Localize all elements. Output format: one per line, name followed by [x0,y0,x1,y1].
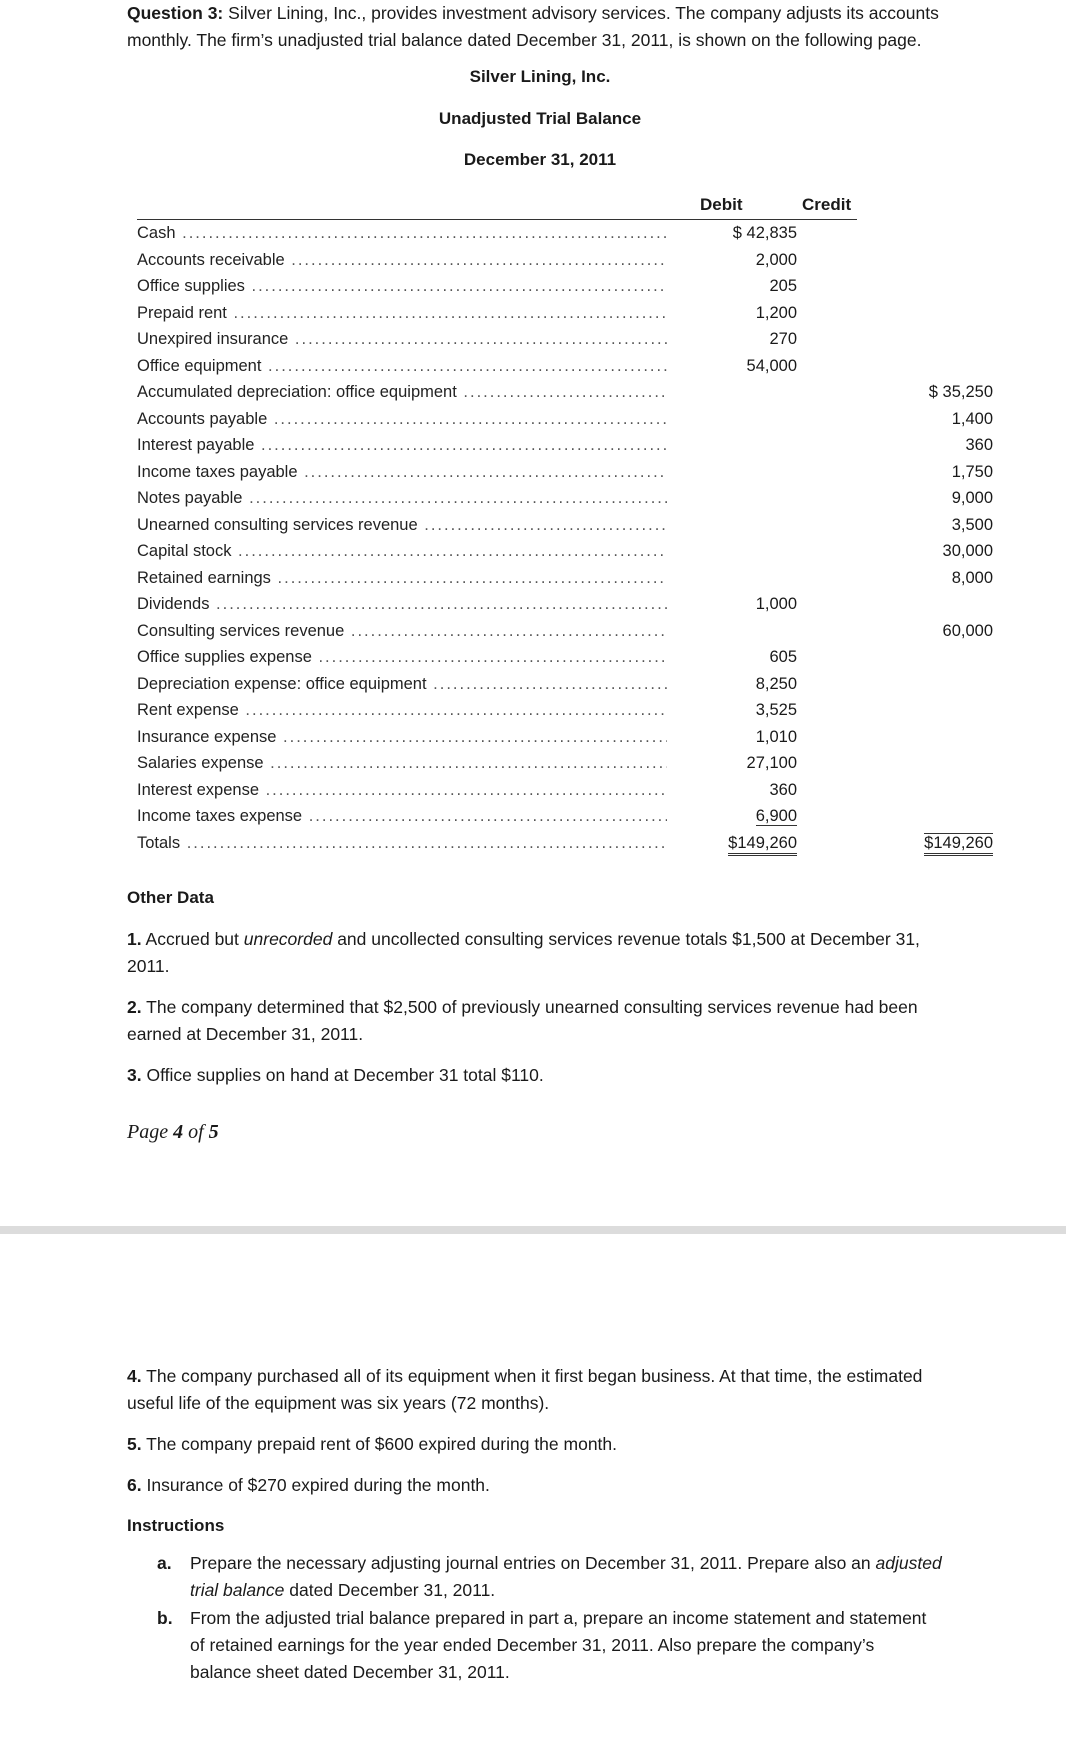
instruction-emphasis: trial balance [190,1580,285,1600]
table-row [137,698,857,725]
item-text: useful life of the equipment was six years (72 months). [127,1393,550,1413]
table-header [137,193,857,221]
table-row [137,672,857,699]
table-row [137,751,857,778]
instruction-label: b. [157,1608,173,1628]
page-number-of: of [188,1121,204,1143]
credit-amount: 360 [965,436,993,454]
item-number: 1. [127,929,142,949]
credit-amount: $149,260 [797,834,993,853]
account-name: Interest payable ..... [137,436,667,455]
header-rule [137,219,857,220]
account-name: Accumulated depreciation: office equipment ..... [137,383,667,402]
credit-amount: 9,000 [951,489,993,507]
item-text: Insurance of $270 expired during the month. [146,1475,490,1495]
debit-amount: 27,100 [746,754,797,772]
debit-amount: 1,000 [755,595,797,613]
table-row [137,804,857,831]
item-number: 3. [127,1065,142,1085]
item-text: The company prepaid rent of $600 expired during the month. [146,1434,618,1454]
item-number: 6. [127,1475,142,1495]
instruction-text-part: of retained earnings for the year ended December 31, 2011. Also prepare the company’s [190,1635,875,1655]
credit-amount: 60,000 [942,621,993,640]
trial-balance-table [137,193,993,857]
item-number: 2. [127,997,142,1017]
question-intro-line1: Silver Lining, Inc., provides investment advisory services. The company adjusts its accounts [228,3,939,23]
table-row [137,407,993,434]
account-name: Unexpired insurance ..... [137,330,667,349]
account-name: Unearned consulting services revenue ..... [137,516,667,535]
table-row [137,380,993,407]
account-name: Income taxes expense ..... [137,807,667,826]
item-text: 2011. [127,956,170,976]
credit-amount: 3,500 [951,515,993,534]
item-text: The company purchased all of its equipment when it first began business. At that time, the estimated [146,1366,923,1386]
table-row [137,592,857,619]
item-text: earned at December 31, 2011. [127,1024,364,1044]
account-name: Office equipment ..... [137,357,667,376]
account-name: Salaries expense ..... [137,754,667,773]
credit-amount: 1,750 [951,462,993,481]
debit-amount: 8,250 [755,674,797,693]
table-body [137,221,993,857]
debit-amount: 6,900 [755,807,797,825]
page-separator [0,1226,1066,1234]
table-row [137,248,857,275]
other-data-item-1 [127,926,947,980]
item-number: 5. [127,1434,142,1454]
page-number-prefix: Page [127,1121,169,1143]
account-name: Cash ..... [137,224,667,243]
instruction-text-part: Prepare the necessary adjusting journal entries on December 31, 2011. Prepare also an [190,1553,871,1573]
other-data-item-6 [127,1472,947,1499]
table-row [137,513,993,540]
account-name: Office supplies ..... [137,277,667,296]
account-name: Rent expense ..... [137,701,667,720]
statement-title: Unadjusted Trial Balance [438,109,642,128]
other-data-item-2 [127,994,947,1048]
item-text: and uncollected consulting services revenue totals $1,500 at December 31, [337,929,920,949]
instruction-emphasis: adjusted [875,1553,942,1573]
statement-date: December 31, 2011 [463,150,617,169]
question-intro [127,0,947,54]
account-name: Consulting services revenue ..... [137,622,667,641]
debit-amount: $149,260 [677,834,797,853]
other-data-item-5 [127,1431,947,1458]
item-emphasis: unrecorded [243,929,333,949]
account-name: Income taxes payable ..... [137,463,667,482]
debit-column-header: Debit [700,195,743,214]
debit-amount: 3,525 [755,701,797,719]
table-row [137,539,993,566]
account-name: Prepaid rent ..... [137,304,667,323]
credit-amount: 1,400 [951,409,993,428]
credit-amount: 30,000 [942,542,993,560]
instruction-label: a. [157,1553,172,1573]
item-text: The company determined that $2,500 of previously unearned consulting services revenue had been [146,997,918,1017]
item-text: Accrued but [145,929,239,949]
item-text: Office supplies on hand at December 31 total $110. [146,1065,544,1085]
debit-amount: 605 [769,648,797,666]
page-number-current: 4 [173,1121,184,1143]
account-name: Capital stock ..... [137,542,667,561]
table-row [137,778,857,805]
credit-amount: $ 35,250 [928,383,993,401]
debit-amount: 2,000 [755,250,797,269]
instruction-text-part: balance sheet dated December 31, 2011. [190,1662,510,1682]
table-row [137,221,857,248]
table-row [137,433,993,460]
account-name: Accounts payable ..... [137,410,667,429]
table-row [137,645,857,672]
debit-amount: 360 [769,780,797,799]
credit-column-header: Credit [802,195,852,214]
totals-row [137,831,993,858]
credit-amount: 8,000 [951,568,993,587]
instruction-text [190,1550,960,1604]
instruction-text-part: From the adjusted trial balance prepared in part a, prepare an income statement and statement [190,1608,927,1628]
account-name: Office supplies expense ..... [137,648,667,667]
account-name: Totals ..... [137,834,667,853]
item-number: 4. [127,1366,142,1386]
table-row [137,274,857,301]
document-page-2 [0,1234,1066,1744]
account-name: Interest expense ..... [137,781,667,800]
page-number-total: 5 [208,1121,219,1143]
account-name: Dividends ..... [137,595,667,614]
table-row [137,619,993,646]
table-row [137,301,857,328]
debit-amount: 205 [769,277,797,295]
other-data-item-3 [127,1062,947,1089]
other-data-item-4 [127,1363,947,1417]
question-intro-line2: monthly. The firm’s unadjusted trial balance dated December 31, 2011, is shown on the following page. [127,30,922,50]
other-data-heading: Other Data [127,888,214,907]
table-row [137,354,857,381]
account-name: Accounts receivable ..... [137,251,667,270]
table-row [137,460,993,487]
account-name: Notes payable ..... [137,489,667,508]
table-row [137,725,857,752]
instructions-heading: Instructions [127,1516,225,1535]
question-label: Question 3: [127,3,224,23]
account-name: Retained earnings ..... [137,569,667,588]
company-name: Silver Lining, Inc. [469,67,611,86]
debit-amount: 1,200 [755,303,797,322]
instruction-text [190,1605,960,1686]
table-row [137,486,993,513]
table-row [137,327,857,354]
table-row [137,566,993,593]
account-name: Insurance expense ..... [137,728,667,747]
debit-amount: 1,010 [755,727,797,746]
account-name: Depreciation expense: office equipment ..... [137,675,667,694]
debit-amount: 270 [769,330,797,348]
debit-amount: $ 42,835 [732,224,797,242]
page-number [127,1121,219,1144]
debit-amount: 54,000 [746,356,797,375]
instruction-text-part: dated December 31, 2011. [289,1580,496,1600]
